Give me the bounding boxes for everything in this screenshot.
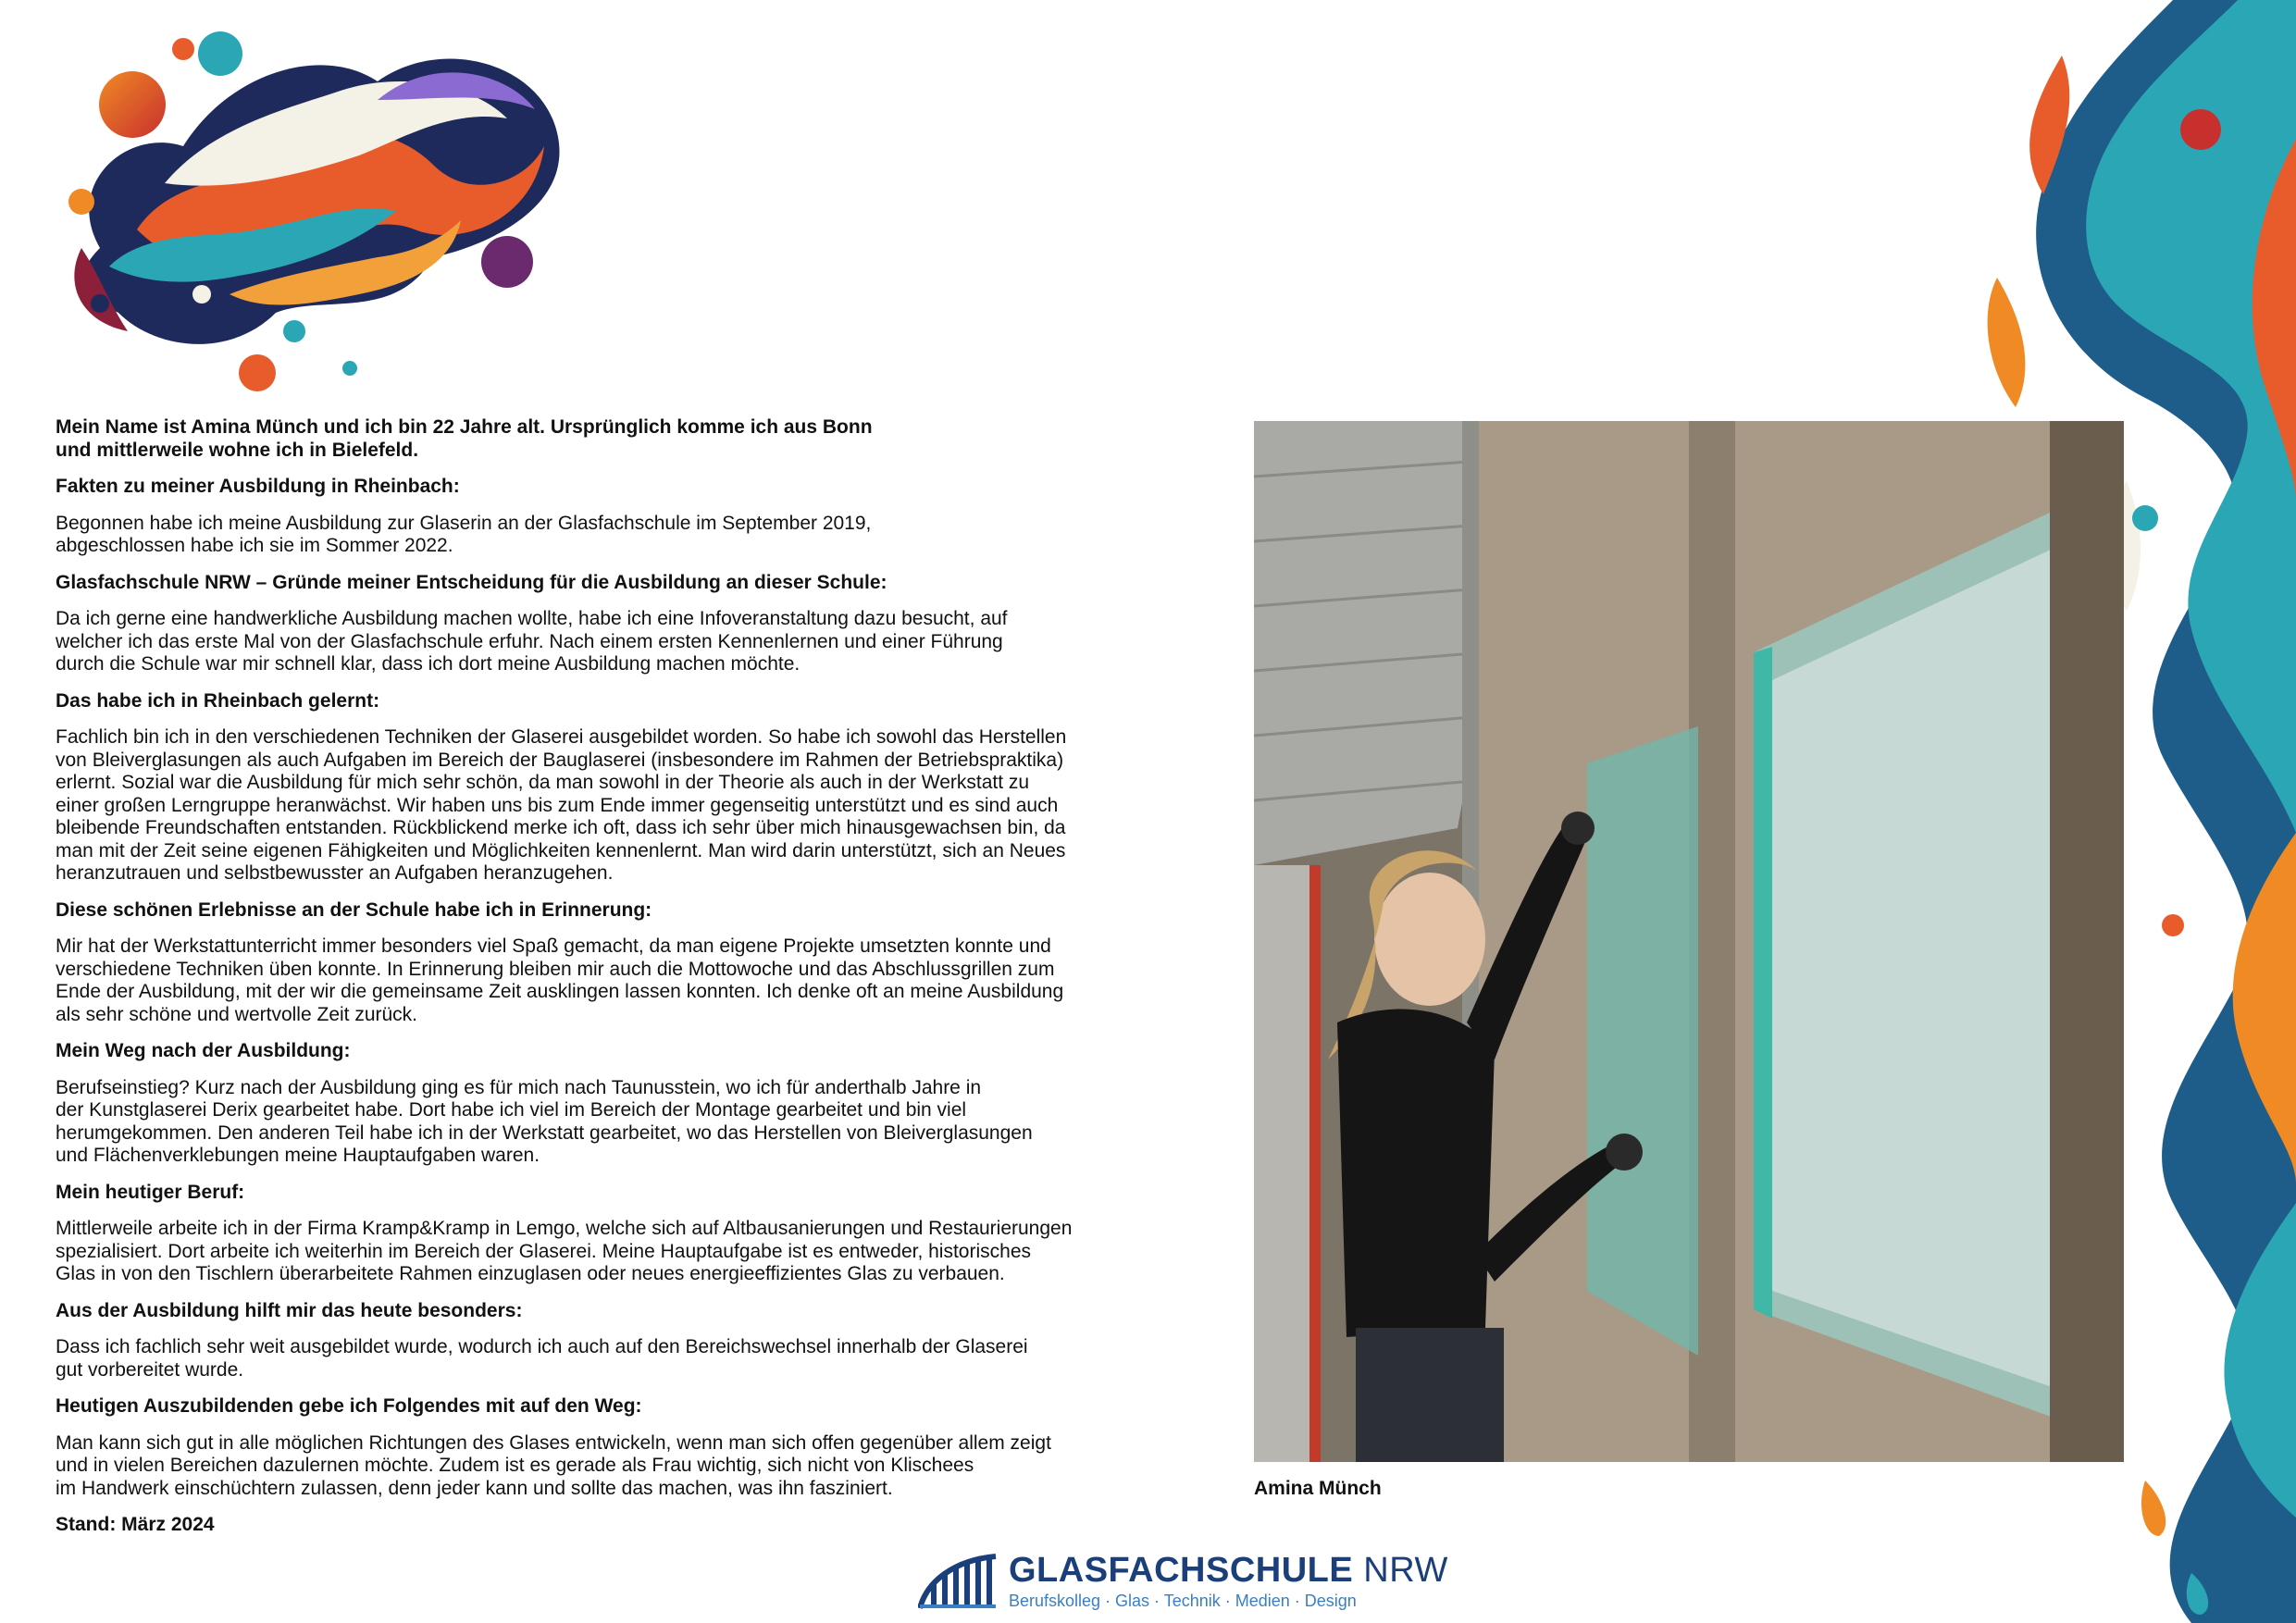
section-text: Fachlich bin ich in den verschiedenen Techniken der Glaserei ausgebildet worden. So habe ich sowohl das Herstellen von Bleiverglasungen als auch Aufgaben im Bereich der Bauglaserei (insbesondere im Rahmen der Betriebspraktika) erlernt. Sozial war die Ausbildung für mich sehr schön, da man sowohl in der Theorie als auch in der Werkstatt zu einer großen Lerngruppe heranwächst. Wir haben uns bis zum Ende immer gegenseitig unterstützt und es sind auch bleibende Freundschaften entstanden. Rückblickend merke ich oft, dass ich sehr über mich hinausgewachsen bin, da man mit der Zeit seine eigenen Fähigkeiten und Möglichkeiten kennenlernt. Man wird darin unterstützt, sich an Neues heranzutrauen und selbstbewusster an Aufgaben heranzugehen.	[56, 726, 1067, 884]
section-text: Man kann sich gut in alle möglichen Richtungen des Glases entwickeln, wenn man sich offen gegenüber allem zeigt und in vielen Bereichen dazulernen möchte. Zudem ist es gerade als Frau wichtig, sich nicht von Klischees im Handwerk einschüchtern zulassen, denn jeder kann und sollte das machen, was ihn fasziniert.	[56, 1431, 1051, 1499]
section-text: Begonnen habe ich meine Ausbildung zur Glaserin an der Glasfachschule im September 2019, abgeschlossen habe ich sie im Sommer 2022.	[56, 512, 872, 556]
article-text	[56, 416, 1166, 1551]
section-text: Mir hat der Werkstattunterricht immer besonders viel Spaß gemacht, da man eigene Projekte umsetzten konnte und verschiedene Techniken üben konnte. In Erinnerung bleiben mir auch die Mottowoche und das Abschlussgrillen zum Ende der Ausbildung, mit der wir die gemeinsame Zeit ausklingen lassen konnten. Ich denke oft an meine Ausbildung als sehr schöne und wertvolle Zeit zurück.	[56, 935, 1064, 1025]
section-heading: Diese schönen Erlebnisse an der Schule habe ich in Erinnerung:	[56, 898, 652, 921]
decorative-swirl-art	[44, 17, 572, 396]
logo-mark-icon	[918, 1553, 998, 1610]
stand-date: Stand: März 2024	[56, 1514, 215, 1535]
photo-caption: Amina Münch	[1254, 1478, 1382, 1499]
section-heading: Glasfachschule NRW – Gründe meiner Entscheidung für die Ausbildung an dieser Schule:	[56, 571, 887, 593]
school-logo	[918, 1551, 1448, 1614]
section-heading: Mein Weg nach der Ausbildung:	[56, 1040, 351, 1061]
section-text: Berufseinstieg? Kurz nach der Ausbildung ging es für mich nach Taunusstein, wo ich für anderthalb Jahre in der Kunstglaserei Derix gearbeitet habe. Dort habe ich viel im Bereich der Montage gearbeitet und bin viel herumgekommen. Den anderen Teil habe ich in der Werkstatt gearbeitet, wo das Herstellen von Bleiverglasungen und Flächenverklebungen meine Hauptaufgaben waren.	[56, 1076, 1033, 1166]
section-heading: Aus der Ausbildung hilft mir das heute besonders:	[56, 1299, 523, 1321]
section-heading: Heutigen Auszubildenden gebe ich Folgendes mit auf den Weg:	[56, 1395, 642, 1417]
logo-title: GLASFACHSCHULE NRW	[1009, 1551, 1448, 1590]
section-text: Dass ich fachlich sehr weit ausgebildet wurde, wodurch ich auch auf den Bereichswechsel innerhalb der Glaserei gut vorbereitet wurde.	[56, 1336, 1028, 1381]
logo-tagline: Berufskolleg · Glas · Technik · Medien · Design	[1009, 1592, 1357, 1610]
section-heading: Das habe ich in Rheinbach gelernt:	[56, 689, 380, 712]
section-text: Mittlerweile arbeite ich in der Firma Kramp&Kramp in Lemgo, welche sich auf Altbausanierungen und Restaurierungen spezialisiert. Dort arbeite ich weiterhin im Bereich der Glaserei. Meine Hauptaufgabe ist es entweder, historisches Glas in von den Tischlern überarbeitete Rahmen einzuglasen oder neues energieeffizientes Glas zu verbauen.	[56, 1218, 1073, 1284]
section-heading: Mein heutiger Beruf:	[56, 1181, 245, 1203]
section-text: Da ich gerne eine handwerkliche Ausbildung machen wollte, habe ich eine Infoveranstaltung dazu besucht, auf welcher ich das erste Mal von der Glasfachschule erfuhr. Nach einem ersten Kennenlernen und einer Führung durch die Schule war mir schnell klar, dass ich dort meine Ausbildung machen möchte.	[56, 608, 1008, 675]
intro-text: Mein Name ist Amina Münch und ich bin 22 Jahre alt. Ursprünglich komme ich aus Bonn und mittlerweile wohne ich in Bielefeld.	[56, 416, 873, 461]
portrait-photo	[1254, 421, 2124, 1462]
section-heading: Fakten zu meiner Ausbildung in Rheinbach:	[56, 476, 460, 497]
